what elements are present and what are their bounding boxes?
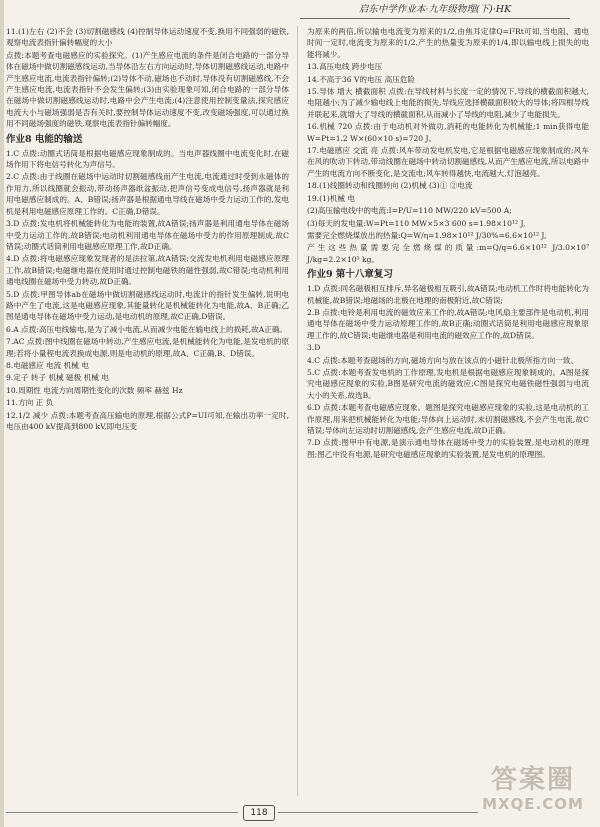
answer-item: (3)每天的发电量:W=Pt=110 MW×5×3 600 s=1.98×10¹² J, bbox=[307, 218, 526, 228]
answer-item: (2)高压输电线中的电流:I=P/U=110 MW/220 kV=500 A; bbox=[307, 206, 512, 216]
answer-item: 3.D bbox=[307, 343, 321, 353]
answer-item: 8.电磁感应 电流 机械 电 bbox=[6, 360, 89, 370]
answer-item: 7.AC 点拨:图中线圈在磁场中转动,产生感应电流,是机械能转化为电能,是发电机的原理;若将小量程电流表换成电源,则是电动机的原理,故A、C正确,B、D错误。 bbox=[6, 337, 289, 358]
answer-item: 6.A 点拨:高压电线输电,是为了减小电流,从而减少电能在输电线上的损耗,故A正确。 bbox=[6, 324, 288, 334]
answer-item: 7.D 点拨:图甲中有电源,是演示通电导体在磁场中受力的实验装置,是电动机的原理图;图乙中没有电源,是研究电磁感应现象的实验装置,是发电机的原理图。 bbox=[307, 438, 589, 459]
answer-item: 10.周期性 电流方向周期性变化的次数 频率 赫兹 Hz bbox=[6, 385, 183, 395]
section-heading: 作业9 第十八章复习 bbox=[307, 269, 393, 281]
watermark-line-2: MXQE.COM bbox=[482, 795, 584, 813]
answer-item: 4.D 点拨:将电磁感应现象发现者的是法拉第,故A错误;交流发电机利用电磁感应原理工作,故B错误;电磁继电器在使用时通过控制电磁铁的磁性强弱,故C错误;电动机利用通电线圈在磁场中受力转动,故D正确。 bbox=[6, 254, 289, 287]
answer-item: 6.D 点拨:本题考查电磁感应现象。题图是探究电磁感应现象的实验,这是电动机的工作原理,用来把机械能转化为电能;导体向上运动时,未切割磁感线,不会产生电流,故C错误;导体向左运动时切割磁感线,会产生感应电流,故D正确。 bbox=[307, 403, 589, 435]
paragraph: 为原来的两倍,所以输电电流变为原来的1/2,由焦耳定律Q=I²Rt可知,当电阻、通电时间一定时,电流变为原来的1/2,产生的热量变为原来的1/4,即以输电线上损失的电能将减少。 bbox=[307, 27, 589, 59]
paragraph: 11.(1)左右 (2)不会 (3)切割磁感线 (4)控制导体运动速度不变,换用不同强弱的磁铁,观察电流表指针偏转幅度的大小 bbox=[6, 27, 289, 48]
answer-item: 4.C 点拨:本题考查磁场的方向,磁场方向与放在该点的小磁针北极所指方向一致。 bbox=[307, 355, 579, 365]
answer-item: 14.不高于36 V的电压 高压危险 bbox=[307, 74, 415, 84]
answer-item: 16.机械 720 点拨:由于电动机对外做功,消耗的电能转化为机械能;1 min获得电能W=Pt=1.2 W×(60×10 s)=720 J。 bbox=[307, 122, 589, 143]
left-column bbox=[6, 26, 289, 433]
answer-item: 3.D 点拨:发电机将机械能转化为电能的装置,故A错误;扬声器是利用通电导体在磁场中受力运动工作的,故B错误;电动机利用通电导体在磁场中受力的作用原理制成,故C错误;动圈式话筒利用电磁感应原理工作,故D正确。 bbox=[6, 219, 289, 251]
section-heading: 作业8 电能的输送 bbox=[6, 133, 83, 145]
watermark-line-1: 答案圈 bbox=[490, 765, 575, 795]
paragraph: 点拨:本题考查电磁感应的实验探究。(1)产生感应电流的条件是闭合电路的一部分导体在磁场中做切割磁感线运动,当导体沿左右方向运动时,导体切割磁感线运动,电路中产生感应电流,电流表指针偏转;(2)导体不动,磁场也不动时,导体没有切割磁感线,不会产生感应电流,电流表指针不会发生偏转;(3)由实验现象可知,闭合电路的一部分导体在磁场中做切割磁感线运动时,电路中会产生电流;(4)注意使用控制变量法,探究感应电流大小与磁场强弱是否有关时,要控制导体运动速度不变,改变磁场强度,可以通过换用不同磁场强度的磁铁,观察电流表指针偏转幅度。 bbox=[6, 50, 289, 129]
watermark-logo bbox=[474, 765, 592, 821]
page-number: 118 bbox=[243, 805, 275, 821]
page-spine bbox=[0, 0, 4, 827]
footer-rule-right bbox=[278, 812, 478, 813]
answer-item: 2.B 点拨:电铃是利用电流的磁效应来工作的,故A错误;电风扇主要部件是电动机,利用通电导体在磁场中受力运动原理工作的,故B正确;动圈式话筒是利用电磁感应现象原理工作的,故C错误;电磁继电器是利用电流的磁效应工作的,故D错误。 bbox=[307, 307, 589, 340]
answer-item: 5.C 点拨:本题考查发电机的工作原理,发电机是根据电磁感应现象制成的。A图是探究电磁感应现象的实验,B图是研究电流的磁效应;C图是探究电磁铁磁性强弱与电流大小的关系,故选B。 bbox=[307, 367, 589, 400]
answer-item: 9.定子 转子 机械 磁极 机械 电 bbox=[6, 373, 109, 383]
running-header: 启东中学作业本·九年级物理(下)·HK bbox=[300, 2, 570, 19]
answer-item: 1.C 点拨:动圈式话筒是根据电磁感应现象制成的。当电声器线圈中电流变化时,在磁场作用下将电信号转化为声信号。 bbox=[6, 148, 289, 170]
right-column bbox=[307, 26, 589, 461]
footer-rule-left bbox=[6, 812, 238, 813]
answer-item: 19.(1)机械 电 bbox=[307, 193, 356, 203]
answer-item: 5.D 点拨:甲图导体ab在磁场中做切割磁感线运动时,电流计的指针发生偏转,说明电路中产生了电流,这是电磁感应现象,其能量转化是机械能转化为电能,故A、B正确;乙图是通电导体在磁场中受力运动,是电动机的原理,故C正确,D错误。 bbox=[6, 289, 289, 322]
answer-item: 2.C 点拨:由于线圈在磁场中运动时切割磁感线而产生电流,电流通过时受到永磁体的作用力,所以线圈就会振动,带动扬声器纸盆振动,把声信号变成电信号,扬声器就是利用电磁感应制成的。A、B错误;扬声器是根据通电导线在磁场中受力运动工作的,发电机是利用电磁感应原理工作的。C正确,D错误。 bbox=[6, 172, 289, 216]
answer-item: 1.D 点拨:同名磁极相互排斥,异名磁极相互吸引,故A错误;电动机工作时将电能转化为机械能,故B错误;地磁场的北极在地理的南极附近,故C错误; bbox=[307, 284, 589, 305]
answer-item: 需要完全燃烧煤放出的热量:Q=W/η=1.98×10¹² J/30%=6.6×10¹² J, bbox=[307, 230, 547, 240]
answer-item: 产生这些热量需要完全燃烧煤的质量:m=Q/q=6.6×10¹² J/3.0×10⁷ J/kg=2.2×10⁵ kg。 bbox=[307, 243, 589, 264]
column-divider bbox=[297, 26, 298, 796]
answer-item: 17.电磁感应 交流 亮 点拨:风车带动发电机发电,它是根据电磁感应现象制成的;风车在风的吹动下转动,带动线圈在磁场中转动切割磁感线,从而产生感应电流,所以电路中产生的电流方向不断变化,是交流电;风车转得越快,电流越大,灯泡越亮。 bbox=[307, 146, 589, 178]
answer-item: 15.导体 增大 横截面积 点拨:在导线材料与长度一定的情况下,导线的横截面积越大,电阻越小;为了减少输电线上电能的损失,导线应选择横截面积较大的导体;将四根导线并联起来,就增大了导线的横截面积,从而减小了导线的电阻,减少了电能损失。 bbox=[307, 87, 589, 119]
answer-item: 13.高压电线 跨步电压 bbox=[307, 62, 383, 72]
answer-item: 12.1/2 减少 点拨:本题考查高压输电的原理,根据公式P=UI可知,在输出功率一定时,电压由400 kV提高到800 kV,即电压变 bbox=[6, 410, 289, 431]
answer-item: 11.方向 正 负 bbox=[6, 398, 54, 408]
answer-item: 18.(1)线圈转动和线圈转向 (2)机械 (3)① ②电流 bbox=[307, 181, 473, 191]
